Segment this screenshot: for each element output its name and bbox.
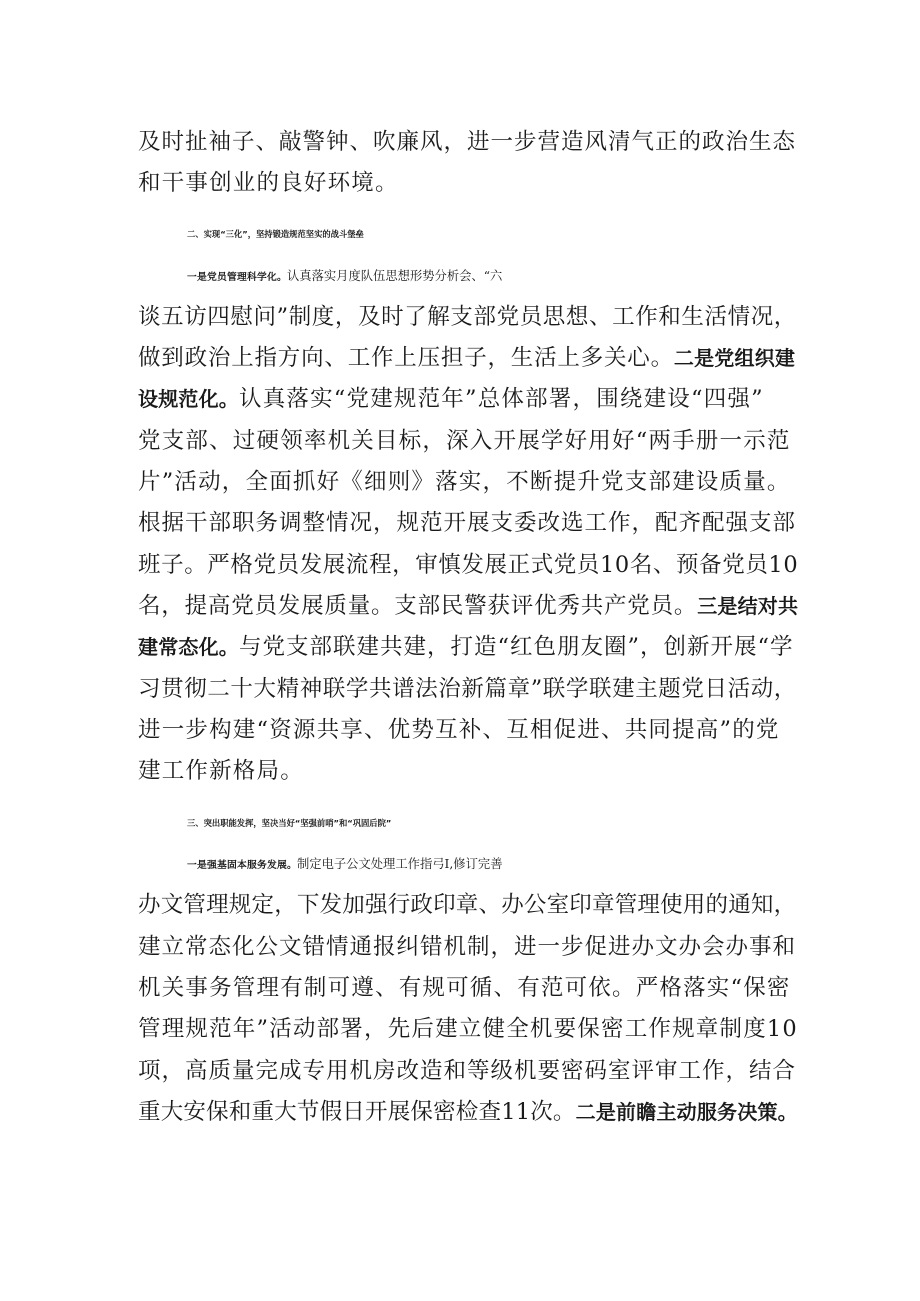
body-line: 根据干部职务调整情况，规范开展支委改选工作，配齐配强支部 (138, 510, 797, 536)
bold-lead: 设规范化。 (138, 387, 239, 411)
body-line: 机关事务管理有制可遵、有规可循、有范可依。严格落实“保密 (138, 975, 791, 1001)
body-line: 建常态化。与党支部联建共建，打造“红色朋友圈”，创新开展“学 (138, 634, 794, 660)
body-line: 办文管理规定，下发加强行政印章、办公室印章管理使用的通知， (138, 892, 797, 918)
bold-lead: 二是党组织建 (673, 346, 796, 370)
section-heading-2: 二、实现“三化”，坚持锻造规范坚实的战斗堡垒 (187, 229, 364, 239)
body-line: 片”活动，全面抓好《细则》落实，不断提升党支部建设质量。 (138, 469, 791, 495)
body-line: 一是强基固本服务发展。制定电子公文处理工作指弓I,修订完善 (187, 857, 503, 871)
bold-lead: 建常态化。 (138, 635, 239, 659)
body-line: 做到政治上指方向、工作上压担子，生活上多关心。二是党组织建 (138, 345, 796, 371)
body-line: 重大安保和重大节假日开展保密检查11次。二是前瞻主动服务决策。 (138, 1099, 798, 1125)
body-line: 项，高质量完成专用机房改造和等级机要密码室评审工作，结合 (138, 1058, 797, 1084)
bold-lead: 一是党员管理科学化。 (187, 272, 287, 283)
section-heading-3: 三、突出职能发挥，坚决当好“坚强前哨”和“巩固后院” (187, 818, 392, 828)
body-line: 进一步构建“资源共享、优势互补、互相促进、共同提高”的党 (138, 717, 780, 743)
body-line: 党支部、过硬领率机关目标，深入开展学好用好“两手册一示范 (138, 428, 791, 454)
body-line: 一是党员管理科学化。认真落实月度队伍思想形势分析会、“六 (187, 269, 503, 283)
body-line: 和干事创业的良好环境。 (138, 170, 399, 196)
body-line: 建工作新格局。 (138, 758, 304, 784)
bold-lead: 三是结对共 (697, 594, 799, 618)
body-line: 及时扯袖子、敲警钟、吹廉风，进一步营造风清气正的政治生态 (138, 129, 797, 155)
body-line: 习贯彻二十大精神联学共谱法治新篇章”联学联建主题党日活动， (138, 676, 797, 702)
body-line: 设规范化。认真落实“党建规范年”总体部署，围绕建设“四强” (138, 386, 764, 412)
bold-lead: 一是强基固本服务发展。 (187, 860, 297, 871)
body-line: 名，提高党员发展质量。支部民警获评优秀共产党员。三是结对共 (138, 593, 799, 619)
body-line: 管理规范年”活动部署，先后建立健全机要保密工作规章制度10 (138, 1016, 798, 1042)
body-line: 建立常态化公文错情通报纠错机制，进一步促进办文办会办事和 (138, 934, 797, 960)
body-line: 谈五访四慰问”制度，及时了解支部党员思想、工作和生活情况， (138, 304, 797, 330)
bold-lead: 二是前瞻主动服务决策。 (575, 1100, 798, 1124)
body-line: 班子。严格党员发展流程，审慎发展正式党员10名、预备党员10 (138, 552, 799, 578)
